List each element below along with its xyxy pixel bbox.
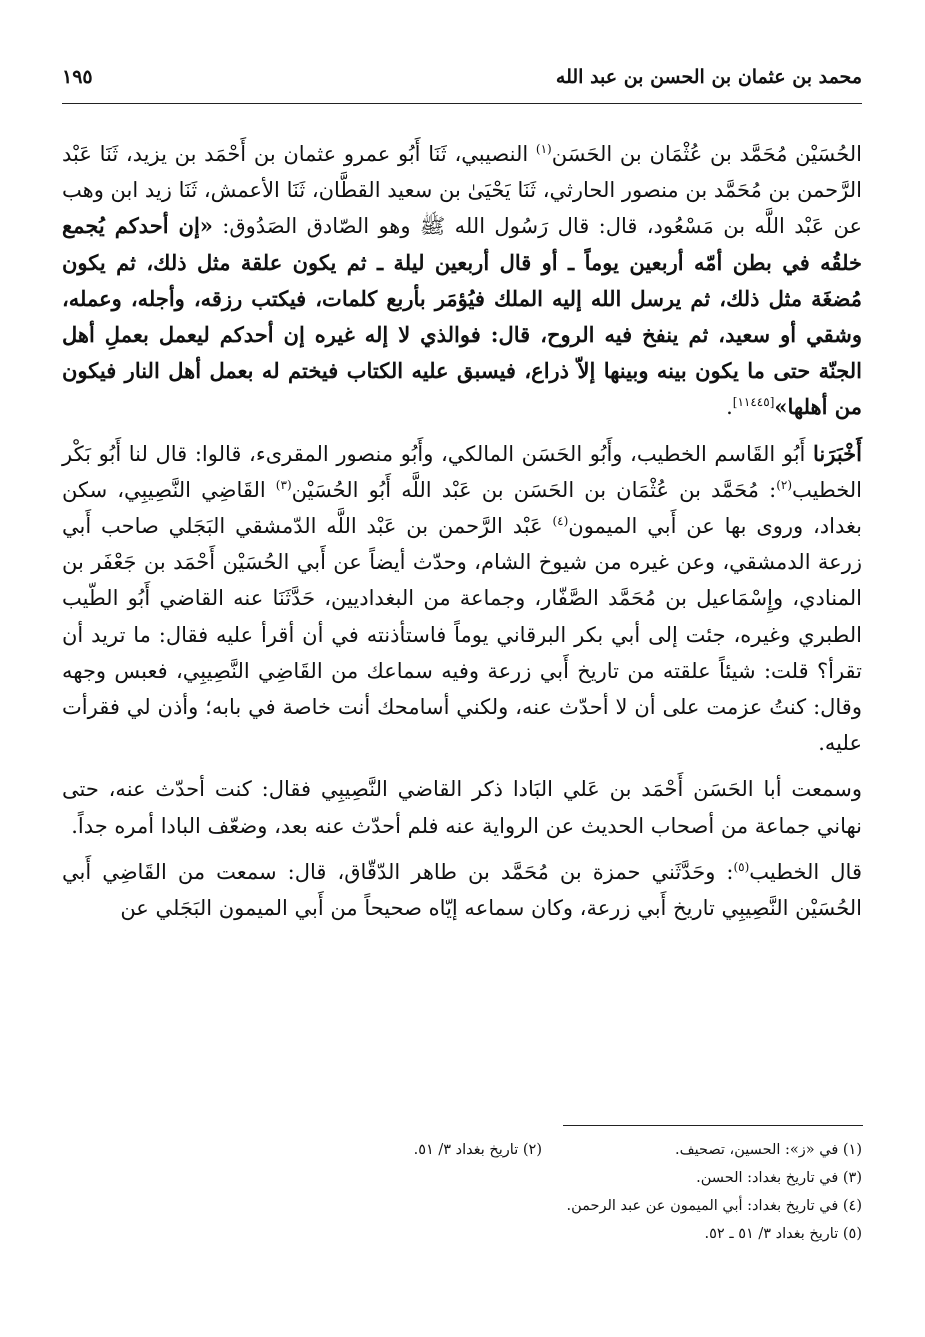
para1-text-b: النصيبي، ثَنَا أَبُو عمرو عثمان بن أَحْمَد بن يزيد، ثَنَا عَبْد الرَّحمن بن مُحَمَّد بن منصور الحارثي، ثَنَا يَحْيَىٰ بن سعيد القطَّان، ثَنَا الأعمش، ثَنَا زيد ابن وهب عن عَبْد اللَّه بن مَسْعُود، قال: قال رَسُول الله ﷺ وهو الصّادق الصَدُوق: (62, 142, 862, 239)
footnote-ref-4[interactable]: (٤) (552, 514, 569, 529)
para4-text-b: : وحَدَّثَني حمزة بن مُحَمَّد بن طاهر الدّقّاق، قال: سمعت من القَاضِي أَبي الحُسَيْن النَّصِيبِي تاريخ أَبي زرعة، وكان سماعه إيّاه صحيحاً من أَبي الميمون البَجَلي عن (62, 859, 862, 921)
para4-text-a: قال الخطيب (749, 859, 862, 884)
akhbarana-lead: أَخْبَرَنا (813, 440, 862, 466)
footnote-ref-3[interactable]: (٣) (275, 477, 292, 492)
para1-text-a: الحُسَيْن مُحَمَّد بن عُثْمَان بن الحَسَن (551, 142, 863, 166)
footnote-5: (٥) تاريخ بغداد ٣/ ٥١ ـ ٥٢. (704, 1226, 862, 1242)
hadith-quote: «إن أحدكم يُجمع خلقُه في بطن أمّه أربعين يوماً ـ أو قال أربعين ليلة ـ ثم يكون علقة مثل ذلك، ثم يكون مُضغَة مثل ذلك، ثم يرسل الله إليه الملك فيُؤمَر بأربع كلمات، فيكتب رزقه، وأجله، وعمله، وشقي أو سعيد، ثم ينفخ فيه الروح، قال: فوالذي لا إله غيره إن أحدكم ليعمل بعملِ أهل الجنّة حتى ما يكون بينه وبينها إلاّ ذراع، فيسبق عليه الكتاب فيختم له بعمل أهل النار فيكون من أهلها» (62, 213, 862, 420)
paragraph-2 (62, 436, 862, 762)
para2-text-b: : مُحَمَّد بن عُثْمَان بن الحَسَن بن عَبْد اللَّه أَبُو الحُسَيْن (291, 477, 777, 502)
footnote-row-1 (62, 1136, 862, 1164)
footnote-ref-5[interactable]: (٥) (733, 859, 750, 874)
footnote-ref-2[interactable]: (٢) (776, 477, 793, 492)
para2-text-c: القَاضِي النَّصِيبِي، سكن بغداد، وروى بها عن أَبي الميمون (62, 477, 862, 539)
header-title: محمد بن عثمان بن الحسن بن عبد الله (555, 66, 862, 88)
main-text (62, 136, 862, 926)
page-number: ١٩٥ (62, 66, 93, 88)
paragraph-4 (62, 854, 862, 926)
footnote-2: (٢) تاريخ بغداد ٣/ ٥١. (413, 1142, 542, 1158)
footnotes (62, 1136, 862, 1248)
running-header (62, 60, 862, 100)
footnote-3: (٣) في تاريخ بغداد: الحسن. (696, 1170, 862, 1186)
para2-text-d: عَبْد الرَّحمن بن عَبْد اللَّه الدّمشقي البَجَلي صاحب أَبي زرعة الدمشقي، وعن غيره من شيوخ الشام، وحدّث أيضاً عن أَبي الحُسَيْن أَحْمَد بن جَعْفَر بن المنادي، وإِسْمَاعيل بن مُحَمَّد الصَّفّار، وجماعة من البغداديين، حَدَّثَنَا عنه القاضي أَبُو الطّيب الطبري وغيره، جئت إلى أبي بكر البرقاني يوماً فاستأذنته في أن أقرأ عليه فقال: ما تريد أن تقرأ؟ قلت: شيئاً علقته من تاريخ أَبي زرعة وفيه سماعك من القَاضِي النَّصِيبِي، فعبس وجهه وقال: كنتُ عزمت على أن لا أحدّث عنه، ولكني أسامحك أنت خاصة في بابه؛ وأذن لي فقرأت عليه. (62, 514, 862, 756)
footnote-4: (٤) في تاريخ بغداد: أبي الميمون عن عبد الرحمن. (566, 1198, 862, 1214)
paragraph-3: وسمعت أبا الحَسَن أَحْمَد بن عَلي البَادا ذكر القاضي النَّصِيبِي فقال: كنت أحدّث عنه، حتى نهاني جماعة من أصحاب الحديث عن الرواية عنه فلم أحدّث عنه بعد، وضعّف البادا أمره جداً. (62, 777, 862, 838)
footnote-ref-1[interactable]: (١) (535, 142, 552, 156)
header-divider (62, 103, 862, 104)
paragraph-1 (62, 136, 862, 426)
footnote-divider (563, 1125, 863, 1126)
footnote-1: (١) في «ز»: الحسين، تصحيف. (674, 1142, 862, 1158)
hadith-number: [١١٤٤٥] (732, 395, 775, 410)
para2-text-a: أَبُو القَاسم الخطيب، وأَبُو الحَسَن المالكي، وأَبُو منصور المقرىء، قالوا: قال لنا أَبُو بَكْر الخطيب (62, 441, 862, 502)
para1-end: . (726, 395, 733, 420)
